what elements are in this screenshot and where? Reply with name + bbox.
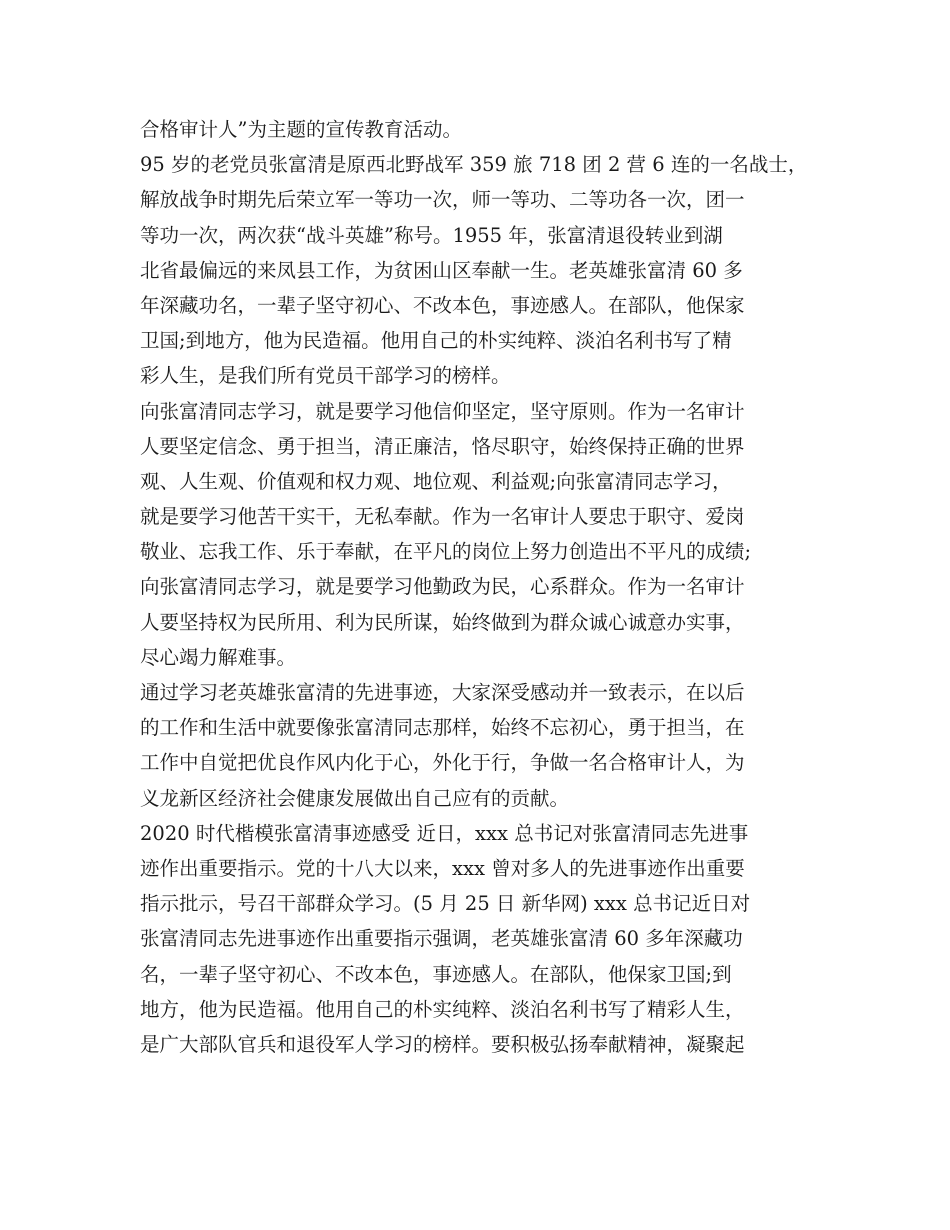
text-line: 北省最偏远的来凤县工作，为贫困山区奉献一生。老英雄张富清 60 多 (140, 258, 743, 282)
text-line: 指示批示，号召干部群众学习。(5 月 25 日 新华网) xxx 总书记近日对 (140, 892, 751, 916)
text-line: 是广大部队官兵和退役军人学习的榜样。要积极弘扬奉献精神，凝聚起 (140, 1032, 745, 1056)
document-body (140, 112, 820, 1062)
text-line: 通过学习老英雄张富清的先进事迹，大家深受感动并一致表示，在以后 (140, 681, 745, 704)
text-line: 观、人生观、价值观和权力观、地位观、利益观;向张富清同志学习， (140, 469, 732, 493)
text-line: 尽心竭力解难事。 (140, 645, 297, 669)
text-line: 年深藏功名，一辈子坚守初心、不改本色，事迹感人。在部队，他保家 (140, 293, 745, 317)
text-line: 向张富清同志学习，就是要学习他勤政为民，心系群众。作为一名审计 (140, 575, 745, 599)
text-line: 2020 时代楷模张富清事迹感受 近日，xxx 总书记对张富清同志先进事 (140, 821, 749, 845)
text-line: 敬业、忘我工作、乐于奉献，在平凡的岗位上努力创造出不平凡的成绩; (140, 540, 752, 564)
text-line: 人要坚定信念、勇于担当，清正廉洁，恪尽职守，始终保持正确的世界 (140, 434, 745, 458)
text-line: 工作中自觉把优良作风内化于心，外化于行，争做一名合格审计人，为 (140, 751, 745, 775)
text-line: 合格审计人”为主题的宣传教育活动。 (140, 118, 462, 141)
text-line: 迹作出重要指示。党的十八大以来，xxx 曾对多人的先进事迹作出重要 (140, 856, 745, 880)
text-line: 名，一辈子坚守初心、不改本色，事迹感人。在部队，他保家卫国;到 (140, 962, 732, 986)
text-line: 的工作和生活中就要像张富清同志那样，始终不忘初心，勇于担当，在 (140, 716, 745, 740)
text-line: 95 岁的老党员张富清是原西北野战军 359 旅 718 团 2 营 6 连的一名战士， (140, 153, 808, 177)
text-line: 张富清同志先进事迹作出重要指示强调，老英雄张富清 60 多年深藏功 (140, 927, 743, 951)
text-line: 彩人生，是我们所有党员干部学习的榜样。 (140, 364, 511, 388)
text-line: 向张富清同志学习，就是要学习他信仰坚定，坚守原则。作为一名审计 (140, 399, 745, 423)
text-line: 义龙新区经济社会健康发展做出自己应有的贡献。 (140, 786, 570, 810)
text-line: 就是要学习他苦干实干，无私奉献。作为一名审计人要忠于职守、爱岗 (140, 505, 745, 529)
text-line: 卫国;到地方，他为民造福。他用自己的朴实纯粹、淡泊名利书写了精 (140, 329, 732, 353)
text-line: 等功一次，两次获“战斗英雄”称号。1955 年，张富清退役转业到湖 (140, 223, 723, 247)
text-line: 地方，他为民造福。他用自己的朴实纯粹、淡泊名利书写了精彩人生， (140, 997, 745, 1021)
text-line: 解放战争时期先后荣立军一等功一次，师一等功、二等功各一次，团一 (140, 188, 745, 212)
text-line: 人要坚持权为民所用、利为民所谋，始终做到为群众诚心诚意办实事， (140, 610, 745, 634)
